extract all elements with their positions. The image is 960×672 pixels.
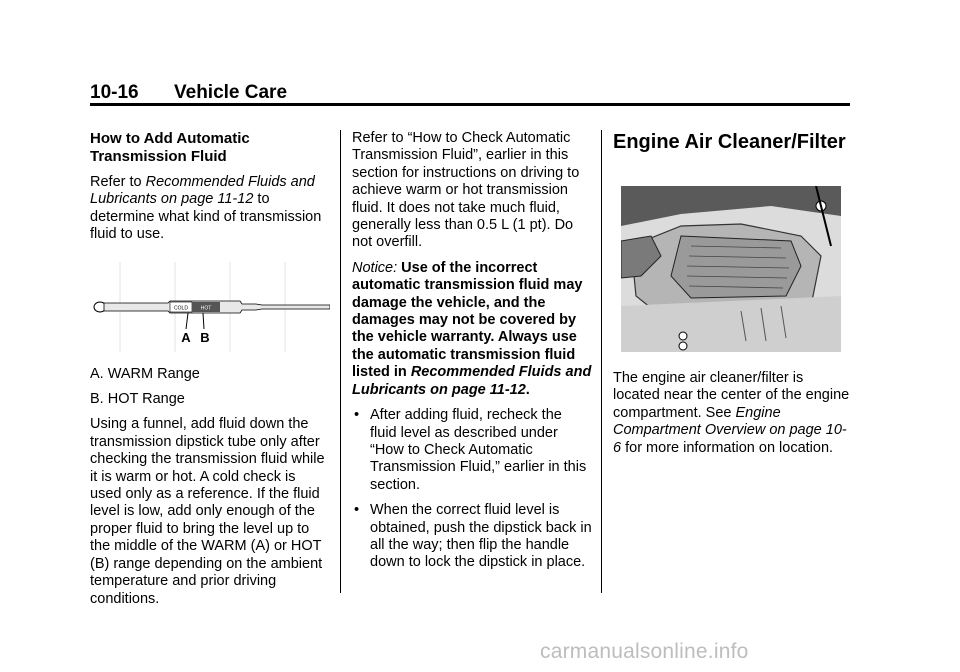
page-header bbox=[90, 82, 287, 104]
column-1 bbox=[90, 130, 330, 616]
text: to determine what kind of transmission fluid to use. bbox=[90, 191, 322, 243]
column-divider-1 bbox=[340, 130, 341, 593]
column-divider-2 bbox=[601, 130, 602, 593]
add-fluid-heading bbox=[90, 130, 330, 166]
column-2 bbox=[352, 130, 592, 580]
column-3 bbox=[613, 130, 853, 465]
watermark: carmanualsonline.info bbox=[540, 640, 749, 663]
legend-item-b: B. HOT Range bbox=[90, 391, 185, 408]
notice-label: Notice: bbox=[352, 259, 398, 276]
dipstick-illustration bbox=[90, 262, 330, 360]
bullet-icon: • bbox=[354, 407, 360, 424]
legend-item-a: A. WARM Range bbox=[90, 365, 200, 382]
refer-check-paragraph: Refer to “How to Check Automatic Transmission Fluid”, earlier in this section for instructions on driving to achieve warm or hot transmission fluid. It does not take much fluid, generally less than 0.5 L (1 pt). Do not overfill. bbox=[352, 130, 580, 251]
notice-end: . bbox=[525, 381, 530, 398]
bullet-text: When the correct fluid level is obtained, push the dipstick back in all the way; then flip the handle down to lock the dipstick in place. bbox=[370, 502, 592, 571]
location-paragraph bbox=[613, 370, 853, 457]
dipstick-cold-label: COLD bbox=[174, 305, 188, 312]
heading-line-1: How to Add Automatic bbox=[90, 130, 250, 147]
page-number: 10-16 bbox=[90, 82, 139, 103]
bullet-item bbox=[352, 407, 592, 494]
heading-line-2: Transmission Fluid bbox=[90, 148, 227, 165]
bullet-item bbox=[352, 502, 592, 572]
callout-b: B bbox=[200, 329, 210, 345]
funnel-paragraph: Using a funnel, add fluid down the transmission dipstick tube only after checking the transmission fluid while it is warm or hot. A cold check is used only as a reference. If the fluid level is low, add only enough of the proper fluid to bring the level up to the middle of the WARM (A) or HOT (B) range depending on the ambient temperature and prior driving conditions. bbox=[90, 416, 325, 607]
engine-compartment-illustration bbox=[621, 186, 841, 352]
dipstick-figure bbox=[90, 262, 330, 360]
bullet-text: After adding fluid, recheck the fluid level as described under “How to Check Automatic Transmission Fluid,” earlier in this section. bbox=[370, 407, 587, 493]
bullet-icon: • bbox=[354, 502, 360, 519]
notice-paragraph bbox=[352, 260, 592, 399]
dipstick-hot-label: HOT bbox=[200, 305, 212, 312]
air-cleaner-photo bbox=[621, 186, 841, 352]
text: for more information on location. bbox=[621, 439, 834, 456]
notice-text: Use of the incorrect automatic transmission fluid may damage the vehicle, and the damages may not be covered by the vehicle warranty. Always use the automatic transmission fluid listed in bbox=[352, 259, 583, 381]
header-rule bbox=[90, 103, 850, 106]
notice-cross-reference[interactable]: Recommended Fluids and Lubricants on page 11-12 bbox=[352, 364, 592, 398]
refer-paragraph bbox=[90, 174, 330, 244]
callout-a: A bbox=[181, 329, 191, 345]
cross-reference-link[interactable]: Engine Compartment Overview on page 10-6 bbox=[613, 404, 847, 456]
text: The engine air cleaner/filter is located near the center of the engine compartment. See bbox=[613, 370, 850, 421]
text: Refer to bbox=[90, 174, 146, 190]
air-cleaner-heading: Engine Air Cleaner/Filter bbox=[613, 131, 846, 153]
section-title: Vehicle Care bbox=[174, 82, 288, 103]
cross-reference-link[interactable]: Recommended Fluids and Lubricants on page 11-12 bbox=[90, 174, 315, 208]
